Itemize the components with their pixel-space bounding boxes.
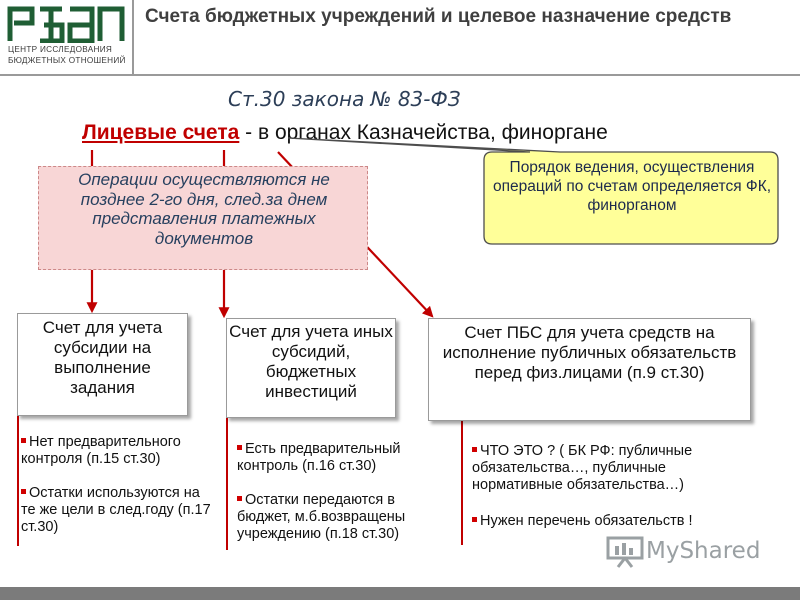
logo-subtitle-2: БЮДЖЕТНЫХ ОТНОШЕНИЙ — [8, 56, 126, 65]
bullet-icon — [472, 517, 477, 522]
account-title-1: Счет для учета субсидии на выполнение задания — [42, 318, 163, 397]
list-item: Остатки передаются в бюджет, м.б.возвращены учреждению (п.18 ст.30) — [237, 492, 406, 542]
bullet-icon — [472, 447, 477, 452]
bullet-icon — [237, 445, 242, 450]
account-title-3: Счет ПБС для учета средств на исполнение публичных обязательств перед физ.лицами (п.9 ст.30) — [442, 323, 737, 382]
page-title: Счета бюджетных учреждений и целевое назначение средств — [145, 6, 732, 27]
list-item: Остатки используются на те же цели в след.году (п.17 ст.30) — [21, 485, 211, 535]
callout-text: Порядок ведения, осуществления операций по счетам определяется ФК, финорганом — [492, 159, 772, 214]
law-reference: Ст.30 закона № 83-ФЗ — [228, 87, 461, 111]
column-guide-3 — [461, 421, 463, 545]
list-item: Нет предварительного контроля (п.15 ст.30) — [21, 434, 181, 467]
list-item: Нужен перечень обязательств ! — [472, 513, 734, 530]
column-guide-2 — [226, 418, 228, 550]
list-item: ЧТО ЭТО ? ( БК РФ: публичные обязательства…, публичные нормативные обязательства…) — [472, 443, 693, 493]
watermark-presentation-icon — [606, 536, 644, 568]
logo-subtitle-1: ЦЕНТР ИССЛЕДОВАНИЯ — [8, 45, 113, 54]
bullet-icon — [21, 489, 26, 494]
main-statement-rest: - в органах Казначейства, финоргане — [239, 121, 608, 144]
main-keyword: Лицевые счета — [82, 121, 240, 144]
list-item: Есть предварительный контроль (п.16 ст.30) — [237, 441, 401, 474]
column-guide-1 — [17, 416, 19, 546]
watermark-text: MyShared — [646, 538, 761, 564]
footer-bar — [0, 587, 800, 600]
bullet-icon — [21, 438, 26, 443]
operations-note: Операции осуществляются не позднее 2-го дня, след.за днем представления платежных документов — [78, 170, 330, 248]
account-title-2: Счет для учета иных субсидий, бюджетных инвестиций — [229, 322, 393, 401]
bullet-icon — [237, 496, 242, 501]
